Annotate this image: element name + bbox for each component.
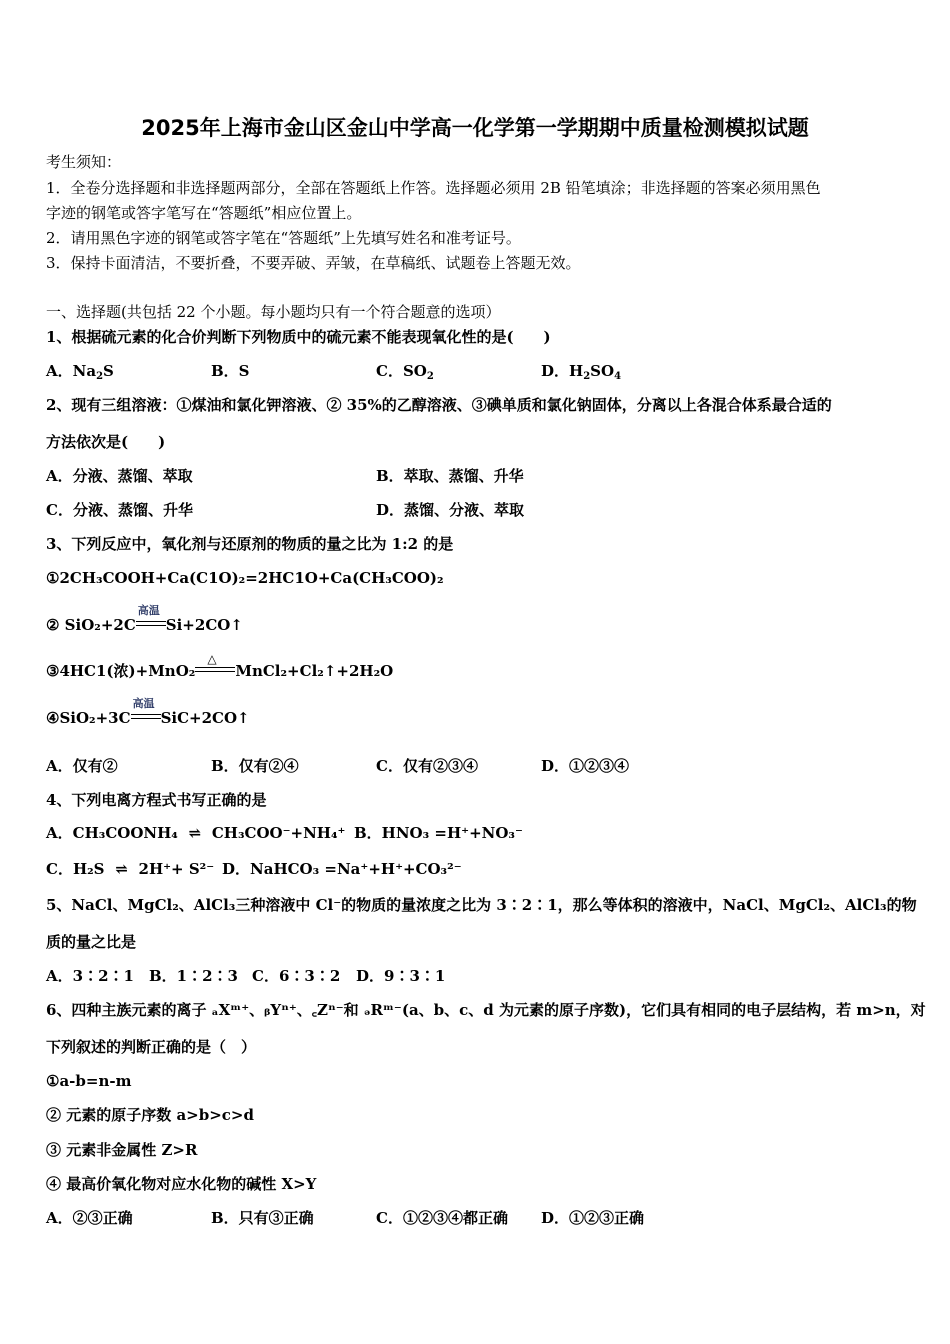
q3-reaction-3: ③4HC1(浓)+MnO₂ △ MnCl₂+Cl₂↑+2H₂O [46,652,394,680]
q3-option-b: B．仅有②④ [211,757,299,775]
q6-option-b: B．只有③正确 [211,1209,314,1227]
q4-option-c: C．H₂S ⇌ 2H⁺+ S²⁻ [46,860,215,878]
q4-stem: 4、下列电离方程式书写正确的是 [46,791,267,809]
q4-option-b: B．HNO₃ =H⁺+NO₃⁻ [354,824,523,842]
q5-option-b: B．1∶2∶3 [149,967,238,985]
q6-option-a: A．②③正确 [46,1209,133,1227]
high-temp-condition: 高温 [131,710,161,724]
q6-option-d: D．①②③正确 [541,1209,645,1227]
section-heading: 一、选择题(共包括 22 个小题。每小题均只有一个符合题意的选项） [46,303,501,321]
q6-statement-3: ③ 元素非金属性 Z>R [46,1141,198,1159]
q2-option-c: C．分液、蒸馏、升华 [46,501,193,519]
q3-reaction-4: ④SiO₂+3C 高温 SiC+2CO↑ [46,697,250,727]
exam-title: 2025年上海市金山区金山中学高一化学第一学期期中质量检测模拟试题 [141,116,809,140]
q5-option-d: D．9∶3∶1 [356,967,446,985]
q2-option-d: D．蒸馏、分液、萃取 [376,501,525,519]
q4-option-a: A．CH₃COONH₄ ⇌ CH₃COO⁻+NH₄⁺ [46,824,346,842]
q3-reaction-1: ①2CH₃COOH+Ca(C1O)₂=2HC1O+Ca(CH₃COO)₂ [46,569,444,587]
q2-option-b: B．萃取、蒸馏、升华 [376,467,524,485]
q3-stem: 3、下列反应中，氧化剂与还原剂的物质的量之比为 1:2 的是 [46,535,454,553]
q1-option-d: D．$H_2SO_4$ [541,362,622,382]
q6-stem-1: 6、四种主族元素的离子 ₐXᵐ⁺、ᵦYⁿ⁺、꜀Zⁿ⁻和 ₔRᵐ⁻(a、b、c、d 为元素的原子序数)，它们具有相同的电子层结构，若 m>n，对 [46,1001,926,1019]
q2-stem-1: 2、现有三组溶液：①煤油和氯化钾溶液、② 35%的乙醇溶液、③碘单质和氯化钠固体，分离以上各混合体系最合适的 [46,396,832,414]
q3-option-d: D．①②③④ [541,757,630,775]
q6-statement-1: ①a-b=n-m [46,1072,132,1090]
q6-option-c: C．①②③④都正确 [376,1209,508,1227]
q4-option-d: D．NaHCO₃ =Na⁺+H⁺+CO₃²⁻ [222,860,462,878]
q2-stem-2: 方法依次是( ) [46,433,166,451]
q1-option-b: B．S [211,362,250,380]
high-temp-condition: 高温 [136,617,166,631]
q3-option-c: C．仅有②③④ [376,757,478,775]
q2-option-a: A．分液、蒸馏、萃取 [46,467,193,485]
notice-line-1b: 字迹的钢笔或答字笔写在“答题纸”相应位置上。 [46,204,362,222]
q5-option-c: C．6∶3∶2 [252,967,341,985]
notice-heading: 考生须知： [46,153,122,171]
q1-option-c: C．$SO_2$ [376,362,434,382]
q1-stem: 1、根据硫元素的化合价判断下列物质中的硫元素不能表现氧化性的是( ) [46,328,551,346]
q6-statement-4: ④ 最高价氧化物对应水化物的碱性 X>Y [46,1175,317,1193]
q5-stem-2: 质的量之比是 [46,933,137,951]
q1-option-a: A．$Na_2S$ [46,362,114,382]
q6-stem-2: 下列叙述的判断正确的是（ ） [46,1038,257,1056]
q6-statement-2: ② 元素的原子序数 a>b>c>d [46,1106,254,1124]
notice-line-3: 3．保持卡面清洁，不要折叠，不要弄破、弄皱，在草稿纸、试题卷上答题无效。 [46,254,581,272]
notice-line-2: 2．请用黑色字迹的钢笔或答字笔在“答题纸”上先填写姓名和准考证号。 [46,229,521,247]
q5-stem-1: 5、NaCl、MgCl₂、AlCl₃三种溶液中 Cl⁻的物质的量浓度之比为 3∶2∶1，那么等体积的溶液中，NaCl、MgCl₂、AlCl₃的物 [46,896,917,914]
q3-reaction-2: ② SiO₂+2C 高温 Si+2CO↑ [46,604,243,634]
q5-option-a: A．3∶2∶1 [46,967,134,985]
heat-condition: △ [195,663,235,677]
notice-line-1a: 1．全卷分选择题和非选择题两部分，全部在答题纸上作答。选择题必须用 2B 铅笔填涂；非选择题的答案必须用黑色 [46,179,821,197]
q3-option-a: A．仅有② [46,757,118,775]
